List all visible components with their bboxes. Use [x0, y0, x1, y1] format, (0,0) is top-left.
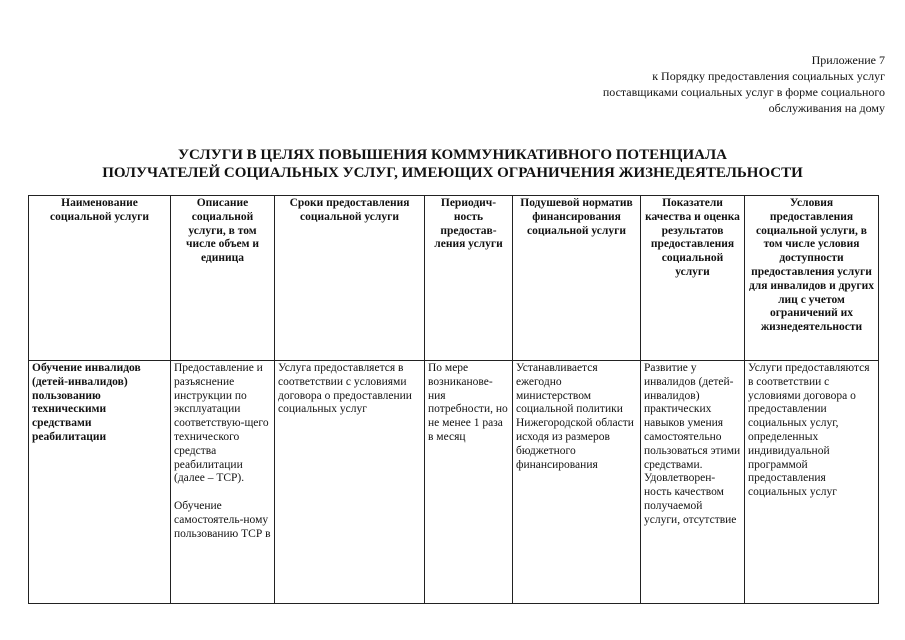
- cell-terms: [275, 361, 425, 604]
- header-cell-conditions: Условия предоставления социальной услуги, в том числе условия доступности предоставления услуги для инвалидов и других лиц с учетом ограничений их жизнедеятельности: [745, 196, 879, 361]
- header-cell-periodicity: Периодич-ность предостав-ления услуги: [425, 196, 513, 361]
- appendix-line: поставщиками социальных услуг в форме социального: [602, 85, 885, 99]
- quality-text: Развитие у инвалидов (детей-инвалидов) практических навыков умения самостоятельно пользоваться этими средствами. Удовлетворен-ность качеством получаемой услуги, отсутствие: [644, 362, 741, 526]
- table-row: [29, 361, 879, 604]
- header-cell-description: Описание социальной услуги, в том числе объем и единица: [171, 196, 275, 361]
- appendix-note: [465, 52, 885, 116]
- cell-description: [171, 361, 275, 604]
- appendix-line: к Порядку предоставления социальных услуг: [652, 69, 885, 83]
- appendix-line: обслуживания на дому: [768, 101, 885, 115]
- appendix-line: Приложение 7: [811, 53, 885, 67]
- description-paragraph-1: Предоставление и разъяснение инструкции по эксплуатации соответствую-щего технического средства реабилитации (далее – ТСР).: [174, 362, 269, 485]
- title-line-1: УСЛУГИ В ЦЕЛЯХ ПОВЫШЕНИЯ КОММУНИКАТИВНОГО ПОТЕНЦИАЛА: [178, 147, 727, 163]
- cell-conditions: [745, 361, 879, 604]
- conditions-text: Услуги предоставляются в соответствии с условиями договора о предоставлении социальных услуг, определенных индивидуальной программой предоставления социальных услуг: [748, 362, 870, 499]
- cell-quality: [641, 361, 745, 604]
- header-cell-terms: Сроки предоставления социальной услуги: [275, 196, 425, 361]
- table-header-row: [29, 196, 879, 361]
- header-cell-financing: Подушевой норматив финансирования социальной услуги: [513, 196, 641, 361]
- header-cell-quality: Показатели качества и оценка результатов предоставления социальной услуги: [641, 196, 745, 361]
- cell-service-name: [29, 361, 171, 604]
- document-title: [0, 146, 905, 182]
- cell-financing: [513, 361, 641, 604]
- services-table: [28, 195, 879, 604]
- description-paragraph-2: Обучение самостоятель-ному пользованию ТСР в: [174, 500, 271, 540]
- cell-periodicity: [425, 361, 513, 604]
- title-line-2: ПОЛУЧАТЕЛЕЙ СОЦИАЛЬНЫХ УСЛУГ, ИМЕЮЩИХ ОГРАНИЧЕНИЯ ЖИЗНЕДЕЯТЕЛЬНОСТИ: [102, 165, 803, 181]
- header-cell-name: Наименование социальной услуги: [29, 196, 171, 361]
- financing-text: Устанавливается ежегодно министерством социальной политики Нижегородской области исходя из размеров бюджетного финансирования: [516, 362, 634, 471]
- terms-text: Услуга предоставляется в соответствии с условиями договора о предоставлении социальных услуг: [278, 362, 412, 416]
- service-name-text: Обучение инвалидов (детей-инвалидов) пользованию техническими средствами реабилитации: [32, 362, 141, 443]
- periodicity-text: По мере возниканове-ния потребности, но не менее 1 раза в месяц: [428, 362, 508, 443]
